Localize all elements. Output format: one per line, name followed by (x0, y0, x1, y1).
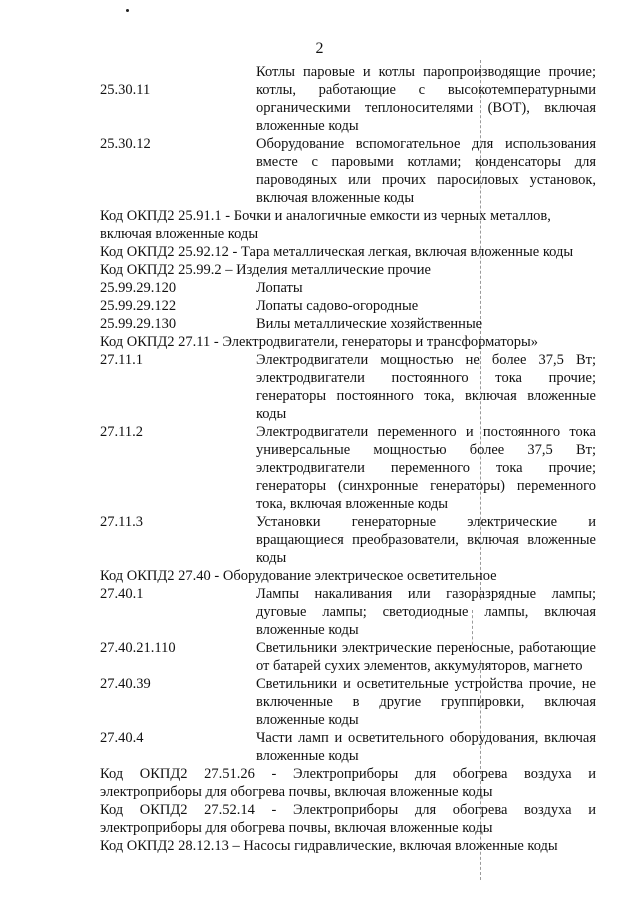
okpd-code: 25.30.11 (100, 82, 151, 98)
code-entry-row (100, 351, 596, 423)
okpd-code: 27.11.1 (100, 352, 143, 368)
code-description: Лопаты (256, 280, 303, 296)
okpd-group-heading: Код ОКПД2 28.12.13 – Насосы гидравлические, включая вложенные коды (100, 838, 558, 854)
code-entry-row (100, 297, 596, 315)
okpd-code: 27.40.4 (100, 730, 144, 746)
okpd-code: 27.11.3 (100, 514, 143, 530)
code-description: Лампы накаливания или газоразрядные лампы; дуговые лампы; светодиодные лампы, включая вложенные коды (256, 586, 596, 638)
okpd-code: 27.11.2 (100, 424, 143, 440)
code-description: Котлы паровые и котлы паропроизводящие прочие; котлы, работающие с высокотемпературными органическими теплоносителями (ВОТ), включая вложенные коды (256, 64, 596, 134)
code-description: Вилы металлические хозяйственные (256, 316, 483, 332)
code-entry-row (100, 513, 596, 567)
code-description: Установки генераторные электрические и вращающиеся преобразователи, включая вложенные коды (256, 514, 596, 566)
okpd-group-heading: Код ОКПД2 25.99.2 – Изделия металлические прочие (100, 262, 431, 278)
okpd-code: 25.30.12 (100, 136, 151, 152)
document-body (100, 63, 596, 855)
code-entry-row (100, 135, 596, 207)
code-entry-row (100, 315, 596, 333)
code-description: Лопаты садово-огородные (256, 298, 419, 314)
okpd-group-heading: Код ОКПД2 27.52.14 - Электроприборы для обогрева воздуха и электроприборы для обогрева почвы, включая вложенные коды (100, 802, 596, 836)
code-description: Электродвигатели мощностью не более 37,5 Вт; электродвигатели постоянного тока прочие; генераторы постоянного тока, включая вложенные коды (256, 352, 596, 422)
scan-speck (126, 9, 129, 12)
okpd-code: 25.99.29.130 (100, 316, 177, 332)
okpd-group-heading: Код ОКПД2 27.51.26 - Электроприборы для обогрева воздуха и электроприборы для обогрева почвы, включая вложенные коды (100, 766, 596, 800)
code-entry-row (100, 585, 596, 639)
okpd-group-heading: Код ОКПД2 27.11 - Электродвигатели, генераторы и трансформаторы» (100, 334, 538, 350)
code-entry-row (100, 63, 596, 135)
code-description: Светильники электрические переносные, работающие от батарей сухих элементов, аккумуляторов, магнето (256, 640, 596, 674)
code-description: Светильники и осветительные устройства прочие, не включенные в другие группировки, включая вложенные коды (256, 676, 596, 728)
okpd-code: 27.40.39 (100, 676, 151, 692)
page-number: 2 (315, 40, 324, 57)
code-entry-row (100, 423, 596, 513)
okpd-code: 27.40.1 (100, 586, 144, 602)
okpd-code: 25.99.29.120 (100, 280, 177, 296)
code-entry-row (100, 639, 596, 675)
okpd-group-heading: Код ОКПД2 25.92.12 - Тара металлическая легкая, включая вложенные коды (100, 244, 574, 260)
okpd-code: 27.40.21.110 (100, 640, 176, 656)
code-entry-row (100, 675, 596, 729)
okpd-code: 25.99.29.122 (100, 298, 177, 314)
code-description: Оборудование вспомогательное для использования вместе с паровыми котлами; конденсаторы для пароводяных или прочих паросиловых установок, включая вложенные коды (256, 136, 596, 206)
code-entry-row (100, 729, 596, 765)
okpd-group-heading: Код ОКПД2 25.91.1 - Бочки и аналогичные емкости из черных металлов, включая вложенные коды (100, 208, 551, 242)
code-description: Электродвигатели переменного и постоянного тока универсальные мощностью более 37,5 Вт; электродвигатели переменного тока прочие; генераторы (синхронные генераторы) переменного тока, включая вложенные коды (256, 424, 596, 512)
okpd-group-heading: Код ОКПД2 27.40 - Оборудование электрическое осветительное (100, 568, 497, 584)
code-description: Части ламп и осветительного оборудования, включая вложенные коды (256, 730, 596, 764)
code-entry-row (100, 279, 596, 297)
